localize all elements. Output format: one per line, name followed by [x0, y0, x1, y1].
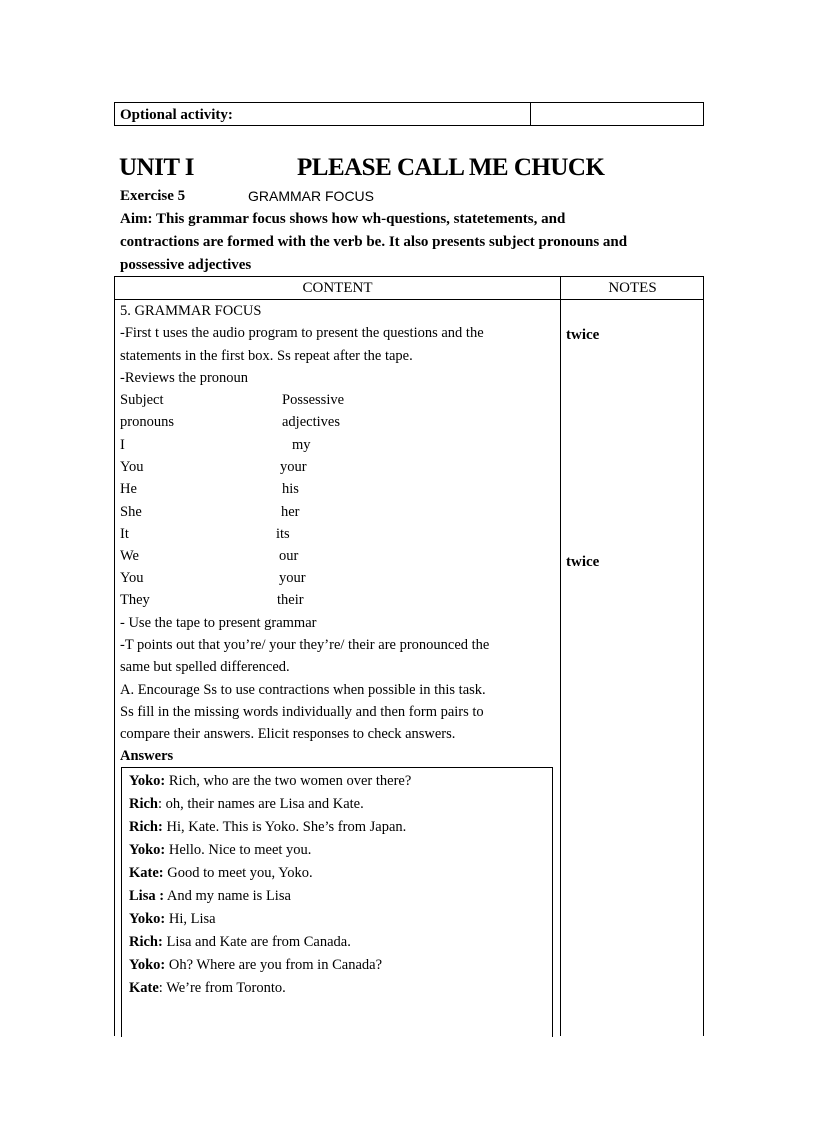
utterance: Rich, who are the two women over there?	[165, 773, 412, 789]
pronoun-header-left: Subject	[120, 392, 164, 408]
subject-pronoun: I	[120, 437, 125, 453]
step3: - Use the tape to present grammar	[120, 615, 317, 631]
stepA-line-2: Ss fill in the missing words individually and then form pairs to	[120, 704, 484, 720]
dialogue-line	[129, 842, 311, 859]
table-header-row	[115, 277, 703, 300]
pronoun-row	[120, 481, 299, 498]
speaker: Kate	[129, 980, 159, 996]
subject-pronoun: It	[120, 526, 129, 542]
step2: -Reviews the pronoun	[120, 370, 249, 386]
speaker: Rich	[129, 796, 158, 812]
pronoun-row	[120, 504, 300, 521]
optional-activity-box	[114, 102, 704, 126]
exercise-topic: GRAMMAR FOCUS	[248, 188, 374, 204]
content-header: CONTENT	[302, 280, 373, 296]
speaker: Rich:	[129, 819, 163, 835]
pronoun-row	[120, 526, 290, 543]
subject-pronoun: He	[120, 481, 137, 497]
dialogue-line	[129, 911, 216, 928]
aim-line-2: contractions are formed with the verb be. It also presents subject pronouns and	[120, 234, 628, 250]
possessive-adjective: her	[281, 504, 300, 520]
possessive-adjective: your	[280, 459, 307, 475]
pronoun-header-right: adjectives	[282, 414, 340, 430]
pronoun-header-row	[120, 392, 345, 409]
dialogue-line	[129, 796, 364, 813]
utterance: Good to meet you, Yoko.	[163, 865, 313, 881]
speaker: Yoko:	[129, 957, 166, 973]
dialogue-line	[129, 934, 351, 951]
subject-pronoun: We	[120, 548, 139, 564]
dialogue-line	[129, 773, 411, 790]
utterance: Oh? Where are you from in Canada?	[165, 957, 383, 973]
pronoun-row	[120, 592, 304, 609]
step4-line-2: same but spelled differenced.	[120, 659, 290, 675]
utterance: Hi, Lisa	[165, 911, 216, 927]
pronoun-row	[120, 570, 306, 587]
note-twice-2: twice	[566, 554, 600, 570]
utterance: : oh, their names are Lisa and Kate.	[158, 796, 364, 812]
step1-line-1: -First t uses the audio program to present the questions and the	[120, 325, 484, 341]
subject-pronoun: You	[120, 570, 144, 586]
subject-pronoun: They	[120, 592, 150, 608]
utterance: Hi, Kate. This is Yoko. She’s from Japan.	[162, 819, 407, 835]
dialogue-line	[129, 888, 291, 905]
column-divider	[560, 277, 561, 1036]
dialogue-line	[129, 865, 313, 882]
optional-activity-label: Optional activity:	[120, 107, 233, 123]
possessive-adjective: my	[292, 437, 311, 453]
pronoun-row	[120, 459, 307, 476]
aim-line-3: possessive adjectives	[120, 257, 252, 273]
utterance: Lisa and Kate are from Canada.	[162, 934, 351, 950]
exercise-label: Exercise 5	[120, 188, 186, 204]
possessive-adjective: your	[279, 570, 306, 586]
pronoun-header-row	[120, 414, 340, 431]
dialogue-line	[129, 957, 382, 974]
speaker: Yoko:	[129, 773, 166, 789]
speaker: Kate:	[129, 865, 164, 881]
speaker: Yoko:	[129, 911, 166, 927]
utterance: Hello. Nice to meet you.	[165, 842, 312, 858]
utterance: : We’re from Toronto.	[158, 980, 286, 996]
speaker: Yoko:	[129, 842, 166, 858]
speaker: Lisa :	[129, 888, 165, 904]
possessive-adjective: its	[276, 526, 290, 542]
optional-activity-divider	[530, 103, 531, 125]
dialogue-line	[129, 819, 406, 836]
notes-header: NOTES	[608, 280, 657, 296]
possessive-adjective: their	[277, 592, 304, 608]
speaker: Rich:	[129, 934, 163, 950]
subject-pronoun: She	[120, 504, 142, 520]
possessive-adjective: his	[282, 481, 299, 497]
pronoun-header-right: Possessive	[282, 392, 345, 408]
unit-title: PLEASE CALL ME CHUCK	[297, 154, 605, 181]
subject-pronoun: You	[120, 459, 144, 475]
answers-box	[121, 767, 553, 1037]
lesson-table	[114, 276, 704, 1036]
step4-line-1: -T points out that you’re/ your they’re/ their are pronounced the	[120, 637, 490, 653]
stepA-line-1: A. Encourage Ss to use contractions when possible in this task.	[120, 682, 486, 698]
dialogue-line	[129, 980, 286, 997]
aim-line-1: Aim: This grammar focus shows how wh-questions, statetements, and	[120, 211, 566, 227]
step1-line-2: statements in the first box. Ss repeat after the tape.	[120, 348, 413, 364]
pronoun-header-left: pronouns	[120, 414, 174, 430]
possessive-adjective: our	[279, 548, 299, 564]
note-twice-1: twice	[566, 327, 600, 343]
pronoun-row	[120, 548, 299, 565]
content-heading: 5. GRAMMAR FOCUS	[120, 303, 262, 319]
utterance: And my name is Lisa	[164, 888, 291, 904]
unit-number: UNIT I	[119, 154, 195, 181]
pronoun-row	[120, 437, 311, 454]
stepA-line-3: compare their answers. Elicit responses to check answers.	[120, 726, 456, 742]
answers-label: Answers	[120, 748, 174, 764]
